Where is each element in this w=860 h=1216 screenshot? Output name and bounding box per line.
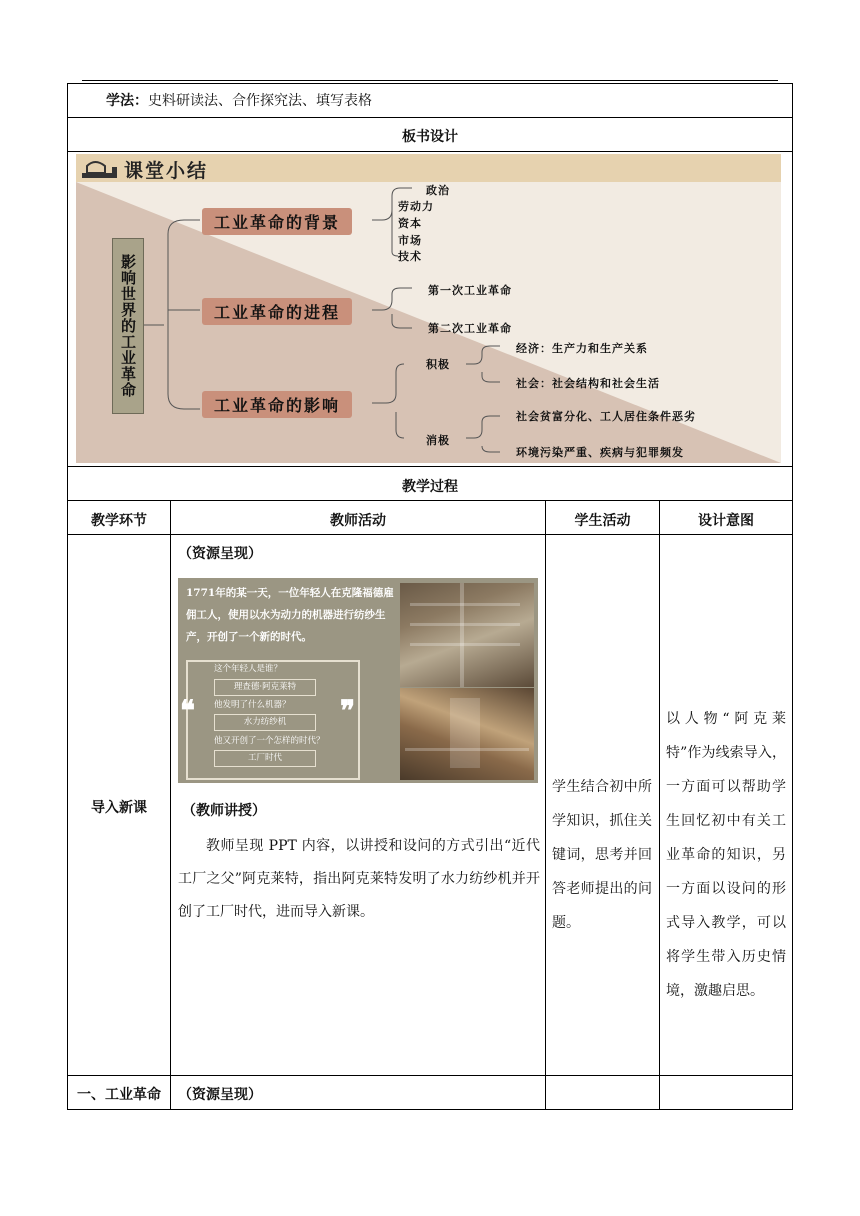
resource-label: （资源呈现） — [178, 546, 262, 562]
leaf-wealth-gap: 社会贫富分化、工人居住条件恶劣 — [516, 410, 696, 423]
mindmap-header-title: 课堂小结 — [124, 160, 209, 182]
slide-answer-2: 水力纺纱机 — [214, 714, 316, 731]
slide-question-3: 他又开创了一个怎样的时代？ — [214, 736, 325, 746]
col-header-stage: 教学环节 — [91, 513, 147, 529]
col-header-teacher: 教师活动 — [330, 513, 386, 529]
row-divider — [67, 151, 793, 152]
col-header-student: 学生活动 — [574, 513, 631, 529]
teacher-activity-text: 教师呈现 PPT 内容，以讲授和设问的方式引出“近代工厂之父”阿克莱特，指出阿克莱特发明了水力纺纱机并开创了工厂时代，进而导入新课。 — [178, 838, 540, 920]
leaf-negative: 消极 — [426, 434, 450, 447]
study-method-value: 史料研读法、合作探究法、填写表格 — [148, 93, 372, 109]
header-rule — [82, 80, 778, 81]
row-divider — [67, 117, 793, 118]
leaf-capital: 资本 — [398, 217, 422, 230]
slide-intro-text: 1771年的某一天，一位年轻人在克隆福德雇佣工人，使用以水为动力的机器进行纺纱生产，开创了一个新的时代。 — [186, 587, 394, 643]
mindmap-root: 影响世界的工业革命 — [112, 238, 144, 414]
table-border-top — [67, 83, 793, 84]
factory-photo-2 — [400, 688, 534, 780]
factory-photo-1 — [400, 583, 534, 687]
row-divider — [67, 1075, 793, 1076]
board-design-heading: 板书设计 — [402, 129, 458, 145]
slide-question-2: 他发明了什么机器？ — [214, 700, 291, 710]
machine-icon — [80, 156, 120, 180]
leaf-economy: 经济：生产力和生产关系 — [516, 342, 648, 355]
student-activity-text: 学生结合初中所学知识，抓住关键词，思考并回答老师提出的问题。 — [552, 779, 652, 931]
table-border-left — [67, 83, 68, 1110]
leaf-first-revolution: 第一次工业革命 — [428, 284, 512, 297]
slide-question-1: 这个年轻人是谁？ — [214, 664, 283, 674]
row-divider — [67, 466, 793, 467]
branch-background: 工业革命的背景 — [202, 208, 352, 235]
leaf-positive: 积极 — [426, 358, 450, 371]
stage-industrial-revolution: 一、工业革命 — [77, 1087, 161, 1103]
leaf-society: 社会：社会结构和社会生活 — [516, 377, 660, 390]
leaf-market: 市场 — [398, 234, 422, 247]
close-quote-icon: ❞ — [340, 694, 356, 727]
branch-process: 工业革命的进程 — [202, 298, 352, 325]
leaf-technology: 技术 — [398, 250, 422, 263]
slide-answer-3: 工厂时代 — [214, 750, 316, 767]
slide-answer-1: 理查德·阿克莱特 — [214, 679, 316, 696]
leaf-politics: 政治 — [426, 184, 450, 197]
table-border-bottom — [67, 1109, 793, 1110]
study-method-label: 学法： — [106, 93, 148, 109]
row-divider — [67, 534, 793, 535]
leaf-labor: 劳动力 — [398, 200, 434, 213]
branch-impact: 工业革命的影响 — [202, 391, 352, 418]
leaf-pollution: 环境污染严重、疾病与犯罪频发 — [516, 446, 684, 459]
row-divider — [67, 500, 793, 501]
mindmap-summary — [76, 154, 781, 463]
open-quote-icon: ❝ — [180, 694, 196, 727]
column-divider — [659, 500, 660, 1110]
column-divider — [545, 500, 546, 1110]
ppt-slide-image — [178, 578, 538, 783]
stage-intro: 导入新课 — [91, 800, 147, 816]
table-border-right — [792, 83, 793, 1110]
col-header-intent: 设计意图 — [698, 513, 754, 529]
lecture-label: （教师讲授） — [182, 803, 266, 819]
teaching-process-heading: 教学过程 — [402, 479, 458, 495]
resource-label-2: （资源呈现） — [178, 1087, 262, 1103]
leaf-second-revolution: 第二次工业革命 — [428, 322, 512, 335]
study-method — [106, 90, 372, 110]
design-intent-text: 以人物“阿克莱特”作为线索导入，一方面可以帮助学生回忆初中有关工业革命的知识，另一方面以设问的形式导入教学，可以将学生带入历史情境，激趣启思。 — [666, 711, 786, 999]
